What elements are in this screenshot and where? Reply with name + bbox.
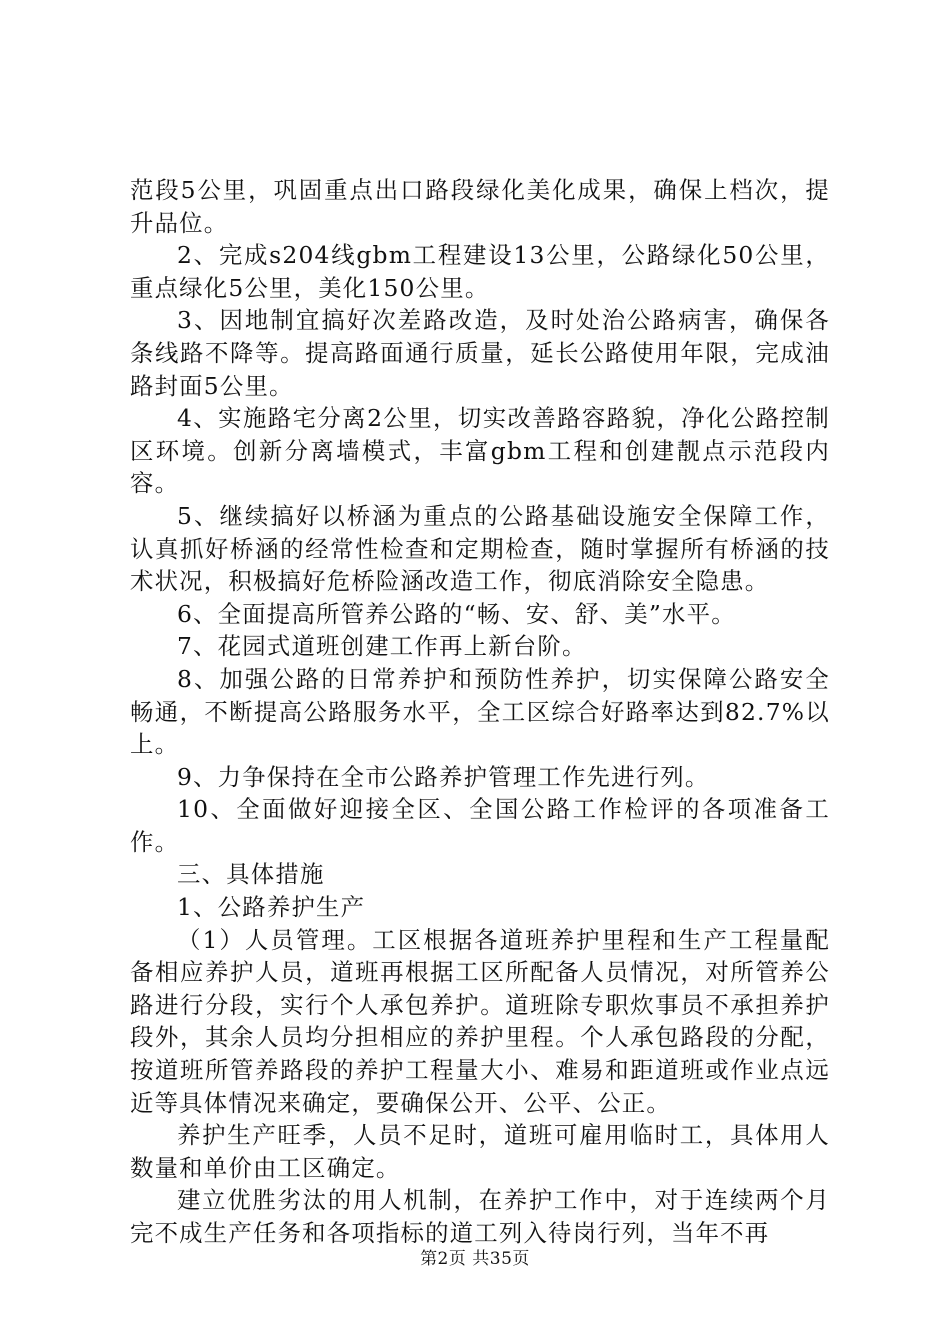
paragraph: 建立优胜劣汰的用人机制，在养护工作中，对于连续两个月完不成生产任务和各项指标的道工列入待岗行列，当年不再 bbox=[130, 1186, 830, 1247]
paragraph: 养护生产旺季，人员不足时，道班可雇用临时工，具体用人数量和单价由工区确定。 bbox=[130, 1121, 830, 1182]
paragraph: 8、加强公路的日常养护和预防性养护，切实保障公路安全畅通，不断提高公路服务水平，全工区综合好路率达到82.7%以上。 bbox=[130, 664, 830, 759]
paragraph: 10、全面做好迎接全区、全国公路工作检评的各项准备工作。 bbox=[130, 795, 830, 856]
paragraph: 4、实施路宅分离2公里，切实改善路容路貌，净化公路控制区环境。创新分离墙模式，丰富gbm工程和创建靓点示范段内容。 bbox=[130, 404, 830, 498]
paragraph: 6、全面提高所管养公路的“畅、安、舒、美”水平。 bbox=[177, 599, 736, 628]
paragraph: 9、力争保持在全市公路养护管理工作先进行列。 bbox=[177, 762, 710, 791]
page-number-footer: 第2页 共35页 bbox=[420, 1249, 530, 1269]
paragraph: （1）人员管理。工区根据各道班养护里程和生产工程量配备相应养护人员，道班再根据工区所配备人员情况，对所管养公路进行分段，实行个人承包养护。道班除专职炊事员不承担养护段外，其余人员均分担相应的养护里程。个人承包路段的分配，按道班所管养路段的养护工程量大小、难易和距道班或作业点远近等具体情况来确定，要确保公开、公平、公正。 bbox=[130, 925, 830, 1117]
document-body bbox=[130, 174, 830, 1250]
paragraph: 7、花园式道班创建工作再上新台阶。 bbox=[177, 632, 587, 661]
paragraph: 5、继续搞好以桥涵为重点的公路基础设施安全保障工作，认真抓好桥涵的经常性检查和定期检查，随时掌握所有桥涵的技术状况，积极搞好危桥险涵改造工作，彻底消除安全隐患。 bbox=[130, 501, 830, 596]
paragraph: 范段5公里，巩固重点出口路段绿化美化成果，确保上档次，提升品位。 bbox=[130, 176, 830, 237]
subsection-heading: 1、公路养护生产 bbox=[177, 893, 366, 922]
paragraph: 3、因地制宜搞好次差路改造，及时处治公路病害，确保各条线路不降等。提高路面通行质量，延长公路使用年限，完成油路封面5公里。 bbox=[130, 306, 830, 400]
paragraph: 2、完成s204线gbm工程建设13公里，公路绿化50公里，重点绿化5公里，美化150公里。 bbox=[130, 241, 830, 302]
section-heading: 三、具体措施 bbox=[177, 860, 325, 889]
